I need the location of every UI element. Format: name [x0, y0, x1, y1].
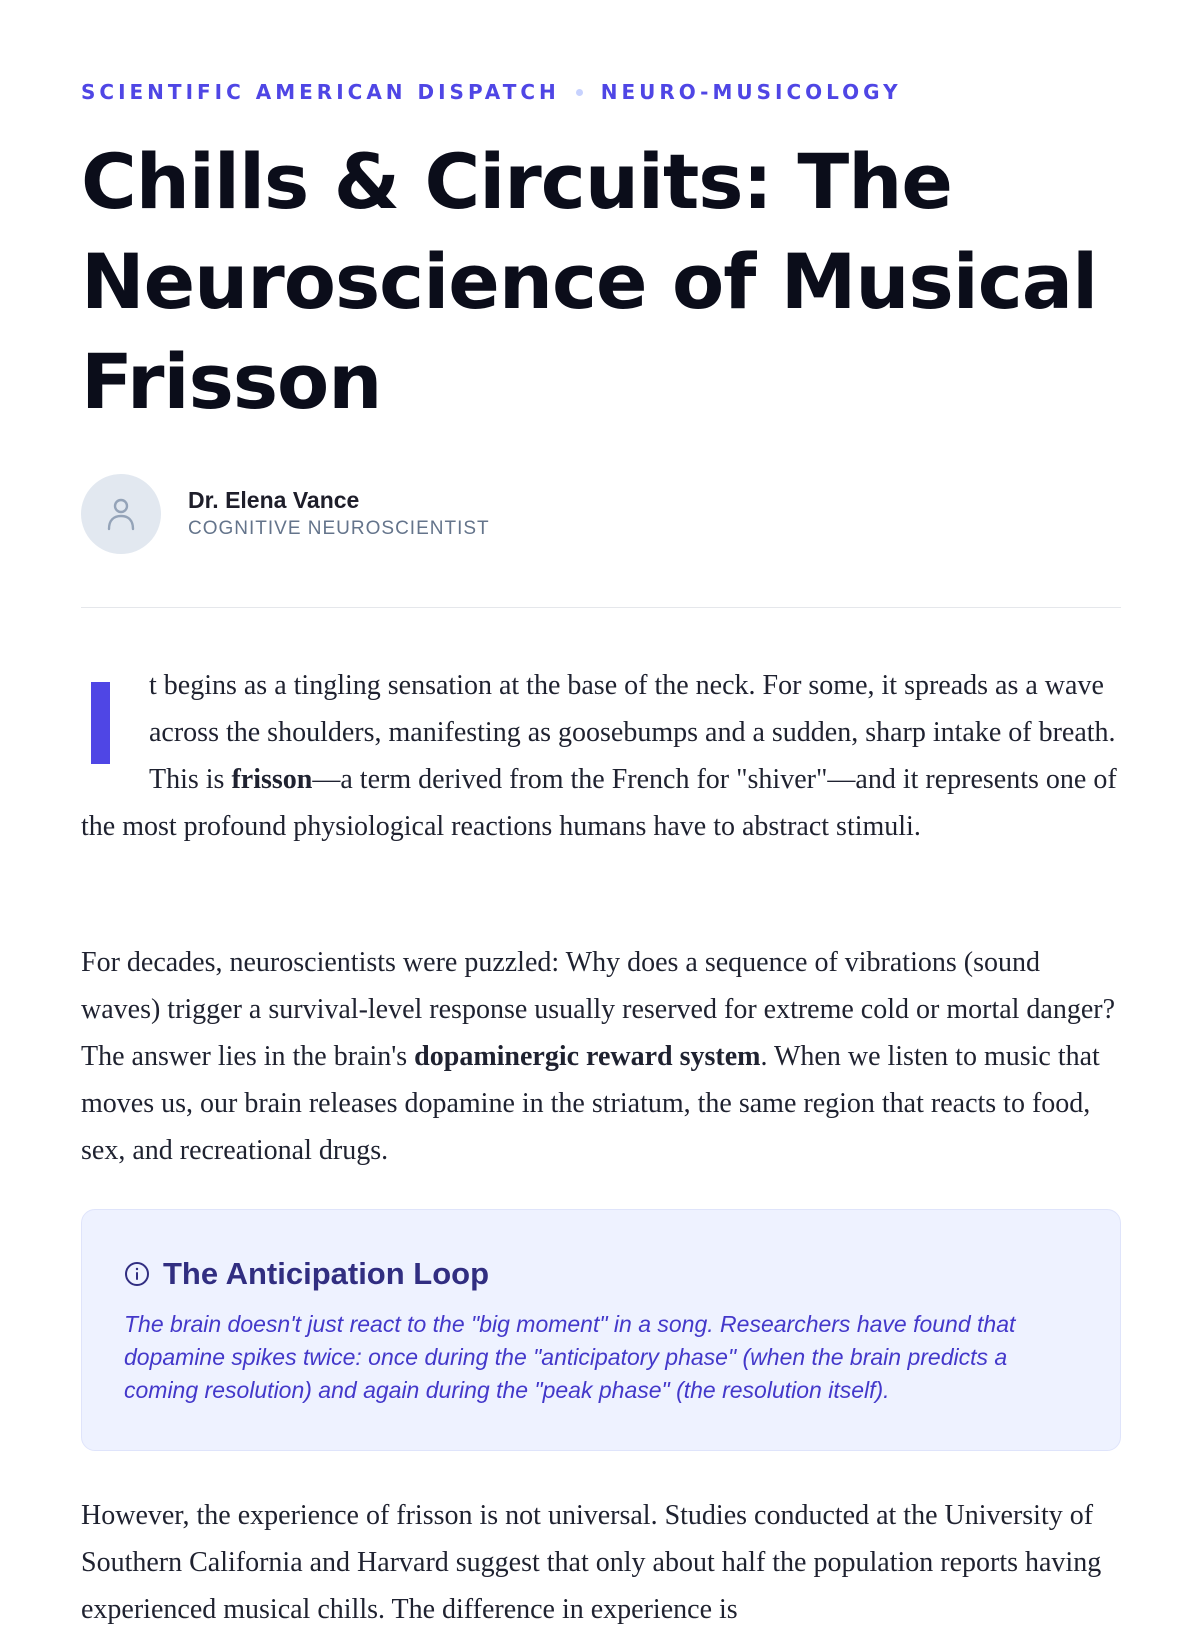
paragraph-1-text-start: t begins as a tingling sensation at the base of the neck. For some, it spreads as a wave across the shoulders, manifesting as goosebumps and a sudden, sharp intake of breath. This is	[149, 670, 1116, 795]
article-paragraph-2	[81, 939, 1121, 1174]
author-meta	[188, 486, 490, 542]
header-divider	[81, 607, 1121, 608]
callout-header	[124, 1254, 1078, 1294]
article-title: Chills & Circuits: The Neuroscience of Musical Frisson	[81, 137, 1098, 426]
author-role: COGNITIVE NEUROSCIENTIST	[188, 518, 490, 539]
article-paragraph-3: However, the experience of frisson is not universal. Studies conducted at the University of Southern California and Harvard suggest that only about half the population reports having experienced musical chills. The difference in experience is	[81, 1500, 1102, 1625]
kicker-separator-dot	[576, 89, 583, 96]
paragraph-2-text-start: For decades, neuroscientists were puzzled: Why does a sequence of vibrations (sound waves) trigger a survival-level response usually reserved for extreme cold or mortal danger? The answer lies in the brain's	[81, 947, 1116, 1072]
callout-body: The brain doesn't just react to the "big moment" in a song. Researchers have found that dopamine spikes twice: once during the "anticipatory phase" (when the brain predicts a coming resolution) and again during the "peak phase" (the resolution itself).	[124, 1311, 1016, 1403]
paragraph-1-text-end: —a term derived from the French for "shiver"—and it represents one of the most profound physiological reactions humans have to abstract stimuli.	[81, 764, 1117, 842]
paragraph-2-text-end: . When we listen to music that moves us, our brain releases dopamine in the striatum, the same region that reacts to food, sex, and recreational drugs.	[81, 1041, 1100, 1166]
drop-cap-bar	[91, 682, 110, 764]
section-label: NEURO-MUSICOLOGY	[600, 80, 902, 104]
article-paragraph-1	[81, 662, 1121, 850]
author-byline	[81, 474, 490, 554]
anticipation-callout	[81, 1209, 1121, 1451]
user-icon	[105, 496, 137, 532]
info-icon	[124, 1261, 150, 1287]
callout-title: The Anticipation Loop	[163, 1256, 490, 1291]
avatar	[81, 474, 161, 554]
publication-label: SCIENTIFIC AMERICAN DISPATCH	[81, 80, 560, 104]
article-kicker	[81, 80, 902, 104]
reward-system-term: dopaminergic reward system	[414, 1041, 761, 1072]
frisson-term: frisson	[231, 764, 313, 795]
author-name: Dr. Elena Vance	[188, 487, 360, 513]
